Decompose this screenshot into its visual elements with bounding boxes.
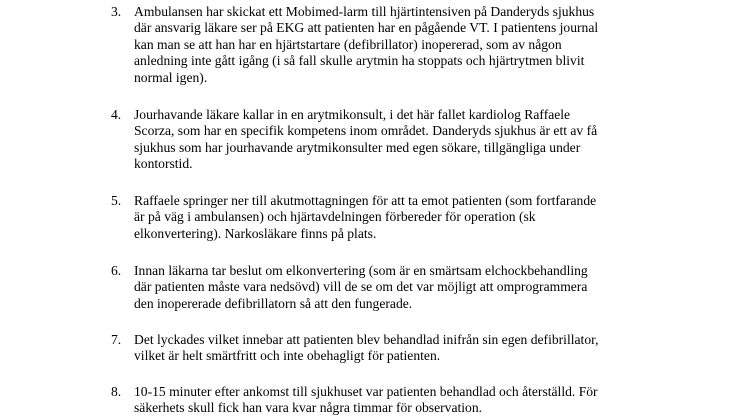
text-line: Det lyckades vilket innebar att patienten blev behandlad inifrån sin egen defibrillator, <box>134 332 599 347</box>
text-line: är på väg i ambulansen) och hjärtavdelningen förbereder för operation (sk <box>134 209 536 225</box>
text-line: Jourhavande läkare kallar in en arytmikonsult, i det här fallet kardiolog Raffaele <box>134 107 571 122</box>
text-line: kontorstid. <box>134 156 193 172</box>
list-item-text <box>134 263 671 312</box>
text-line: anledning inte gått igång (i så fall skulle arytmin ha stoppats och hjärtrytmen blivit <box>134 53 585 69</box>
list-item-text <box>134 384 671 417</box>
list-item-8 <box>111 384 671 417</box>
list-item-4 <box>111 107 671 173</box>
list-item-3 <box>111 4 671 86</box>
list-item-number: 5. <box>111 193 122 208</box>
list-item-text <box>134 4 671 86</box>
text-line: där patienten måste vara nedsövd) vill de se om det var möjligt att omprogrammera <box>134 279 588 295</box>
text-line: den inopererade defibrillatorn så att den fungerade. <box>134 295 413 311</box>
text-line: Scorza, som har en specifik kompetens inom området. Danderyds sjukhus är ett av få <box>134 123 598 139</box>
list-item-number: 7. <box>111 332 122 347</box>
text-line: kan man se att han har en hjärtstartare (defibrillator) inopererad, som av någon <box>134 36 562 52</box>
text-line: vilket är helt smärtfritt och inte obehagligt för patienten. <box>134 348 441 364</box>
list-item-number: 4. <box>111 107 122 122</box>
text-line: Innan läkarna tar beslut om elkonvertering (som är en smärtsam elchockbehandling <box>134 263 588 278</box>
text-line: där ansvarig läkare ser på EKG att patienten har en pågående VT. I patientens journal <box>134 20 599 36</box>
text-line: Ambulansen har skickat ett Mobimed-larm till hjärtintensiven på Danderyds sjukhus <box>134 4 595 19</box>
list-item-text <box>134 332 671 365</box>
list-item-number: 3. <box>111 4 122 19</box>
text-line: normal igen). <box>134 69 208 85</box>
list-item-6 <box>111 263 671 312</box>
list-item-7 <box>111 332 671 365</box>
text-line: Raffaele springer ner till akutmottagningen för att ta emot patienten (som fortfarande <box>134 193 597 208</box>
text-line: sjukhus som har jourhavande arytmikonsulter med egen sökare, tillgängliga under <box>134 139 581 155</box>
list-item-number: 6. <box>111 263 122 278</box>
text-line: 10-15 minuter efter ankomst till sjukhuset var patienten behandlad och återställd. För <box>134 384 598 399</box>
list-item-5 <box>111 193 671 242</box>
list-item-text <box>134 193 671 242</box>
text-line: säkerhets skull fick han vara kvar några timmar för observation. <box>134 400 483 416</box>
list-item-text <box>134 107 671 173</box>
list-item-number: 8. <box>111 384 122 399</box>
text-line: elkonvertering). Narkosläkare finns på plats. <box>134 225 377 241</box>
